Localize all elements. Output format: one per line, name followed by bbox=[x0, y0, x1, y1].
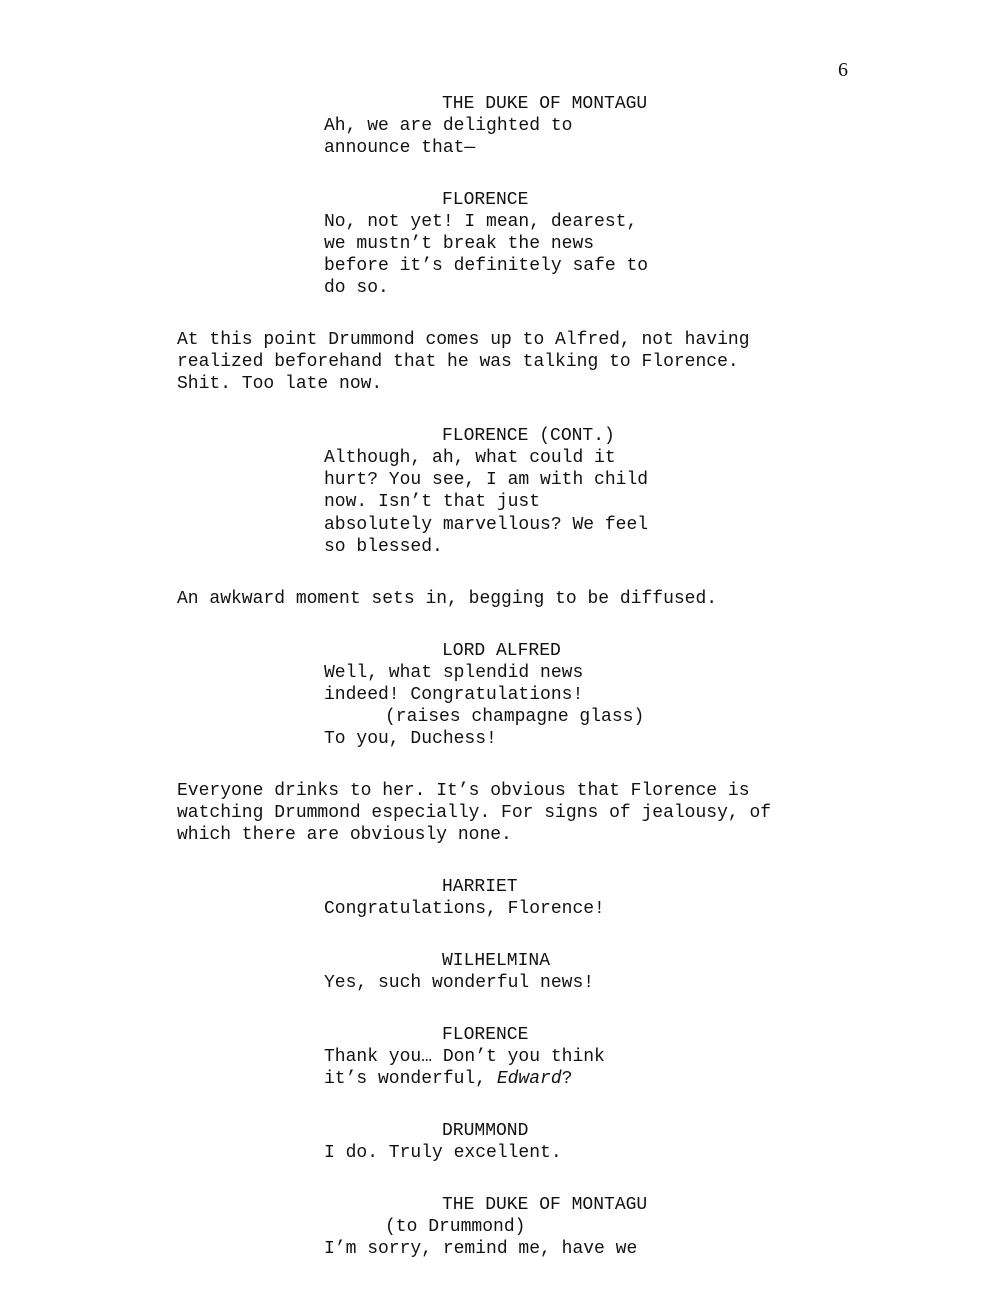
dialogue-line: I’m sorry, remind me, have we bbox=[324, 1239, 638, 1259]
character-name: DRUMMOND bbox=[442, 1121, 529, 1141]
character-name: WILHELMINA bbox=[442, 951, 551, 971]
dialogue-line: I do. Truly excellent. bbox=[324, 1143, 562, 1163]
parenthetical: (to Drummond) bbox=[385, 1217, 526, 1237]
dialogue-line: now. Isn’t that just bbox=[324, 492, 541, 512]
dialogue-line: No, not yet! I mean, dearest, bbox=[324, 212, 638, 232]
character-name: FLORENCE bbox=[442, 190, 529, 210]
dialogue-line: Although, ah, what could it bbox=[324, 448, 616, 468]
character-name: HARRIET bbox=[442, 877, 518, 897]
page-number: 6 bbox=[838, 59, 848, 81]
character-name: FLORENCE (CONT.) bbox=[442, 426, 615, 446]
dialogue-line: announce that— bbox=[324, 138, 476, 158]
dialogue-line: so blessed. bbox=[324, 537, 443, 557]
dialogue-text: ? bbox=[561, 1069, 573, 1089]
character-name: THE DUKE OF MONTAGU bbox=[442, 94, 648, 114]
dialogue-line: Thank you… Don’t you think bbox=[324, 1047, 605, 1067]
dialogue-line: Ah, we are delighted to bbox=[324, 116, 573, 136]
emphasized-name: Edward bbox=[496, 1069, 562, 1089]
dialogue-line: Yes, such wonderful news! bbox=[324, 973, 595, 993]
character-name: FLORENCE bbox=[442, 1025, 529, 1045]
action-line: Shit. Too late now. bbox=[177, 374, 383, 394]
action-line: Everyone drinks to her. It’s obvious that Florence is bbox=[177, 781, 750, 801]
dialogue-line: do so. bbox=[324, 278, 389, 298]
dialogue-line: Well, what splendid news bbox=[324, 663, 584, 683]
dialogue-line bbox=[324, 1068, 572, 1090]
dialogue-line: indeed! Congratulations! bbox=[324, 685, 584, 705]
dialogue-line: we mustn’t break the news bbox=[324, 234, 595, 254]
action-line: watching Drummond especially. For signs of jealousy, of bbox=[177, 803, 772, 823]
character-name: THE DUKE OF MONTAGU bbox=[442, 1195, 648, 1215]
dialogue-line: To you, Duchess! bbox=[324, 729, 497, 749]
parenthetical: (raises champagne glass) bbox=[385, 707, 645, 727]
dialogue-line: absolutely marvellous? We feel bbox=[324, 515, 649, 535]
action-line: realized beforehand that he was talking to Florence. bbox=[177, 352, 739, 372]
action-line: An awkward moment sets in, begging to be diffused. bbox=[177, 589, 718, 609]
character-name: LORD ALFRED bbox=[442, 641, 561, 661]
dialogue-text: it’s wonderful, bbox=[324, 1069, 497, 1089]
dialogue-line: Congratulations, Florence! bbox=[324, 899, 605, 919]
action-line: which there are obviously none. bbox=[177, 825, 512, 845]
dialogue-line: hurt? You see, I am with child bbox=[324, 470, 649, 490]
action-line: At this point Drummond comes up to Alfred, not having bbox=[177, 330, 750, 350]
dialogue-line: before it’s definitely safe to bbox=[324, 256, 649, 276]
